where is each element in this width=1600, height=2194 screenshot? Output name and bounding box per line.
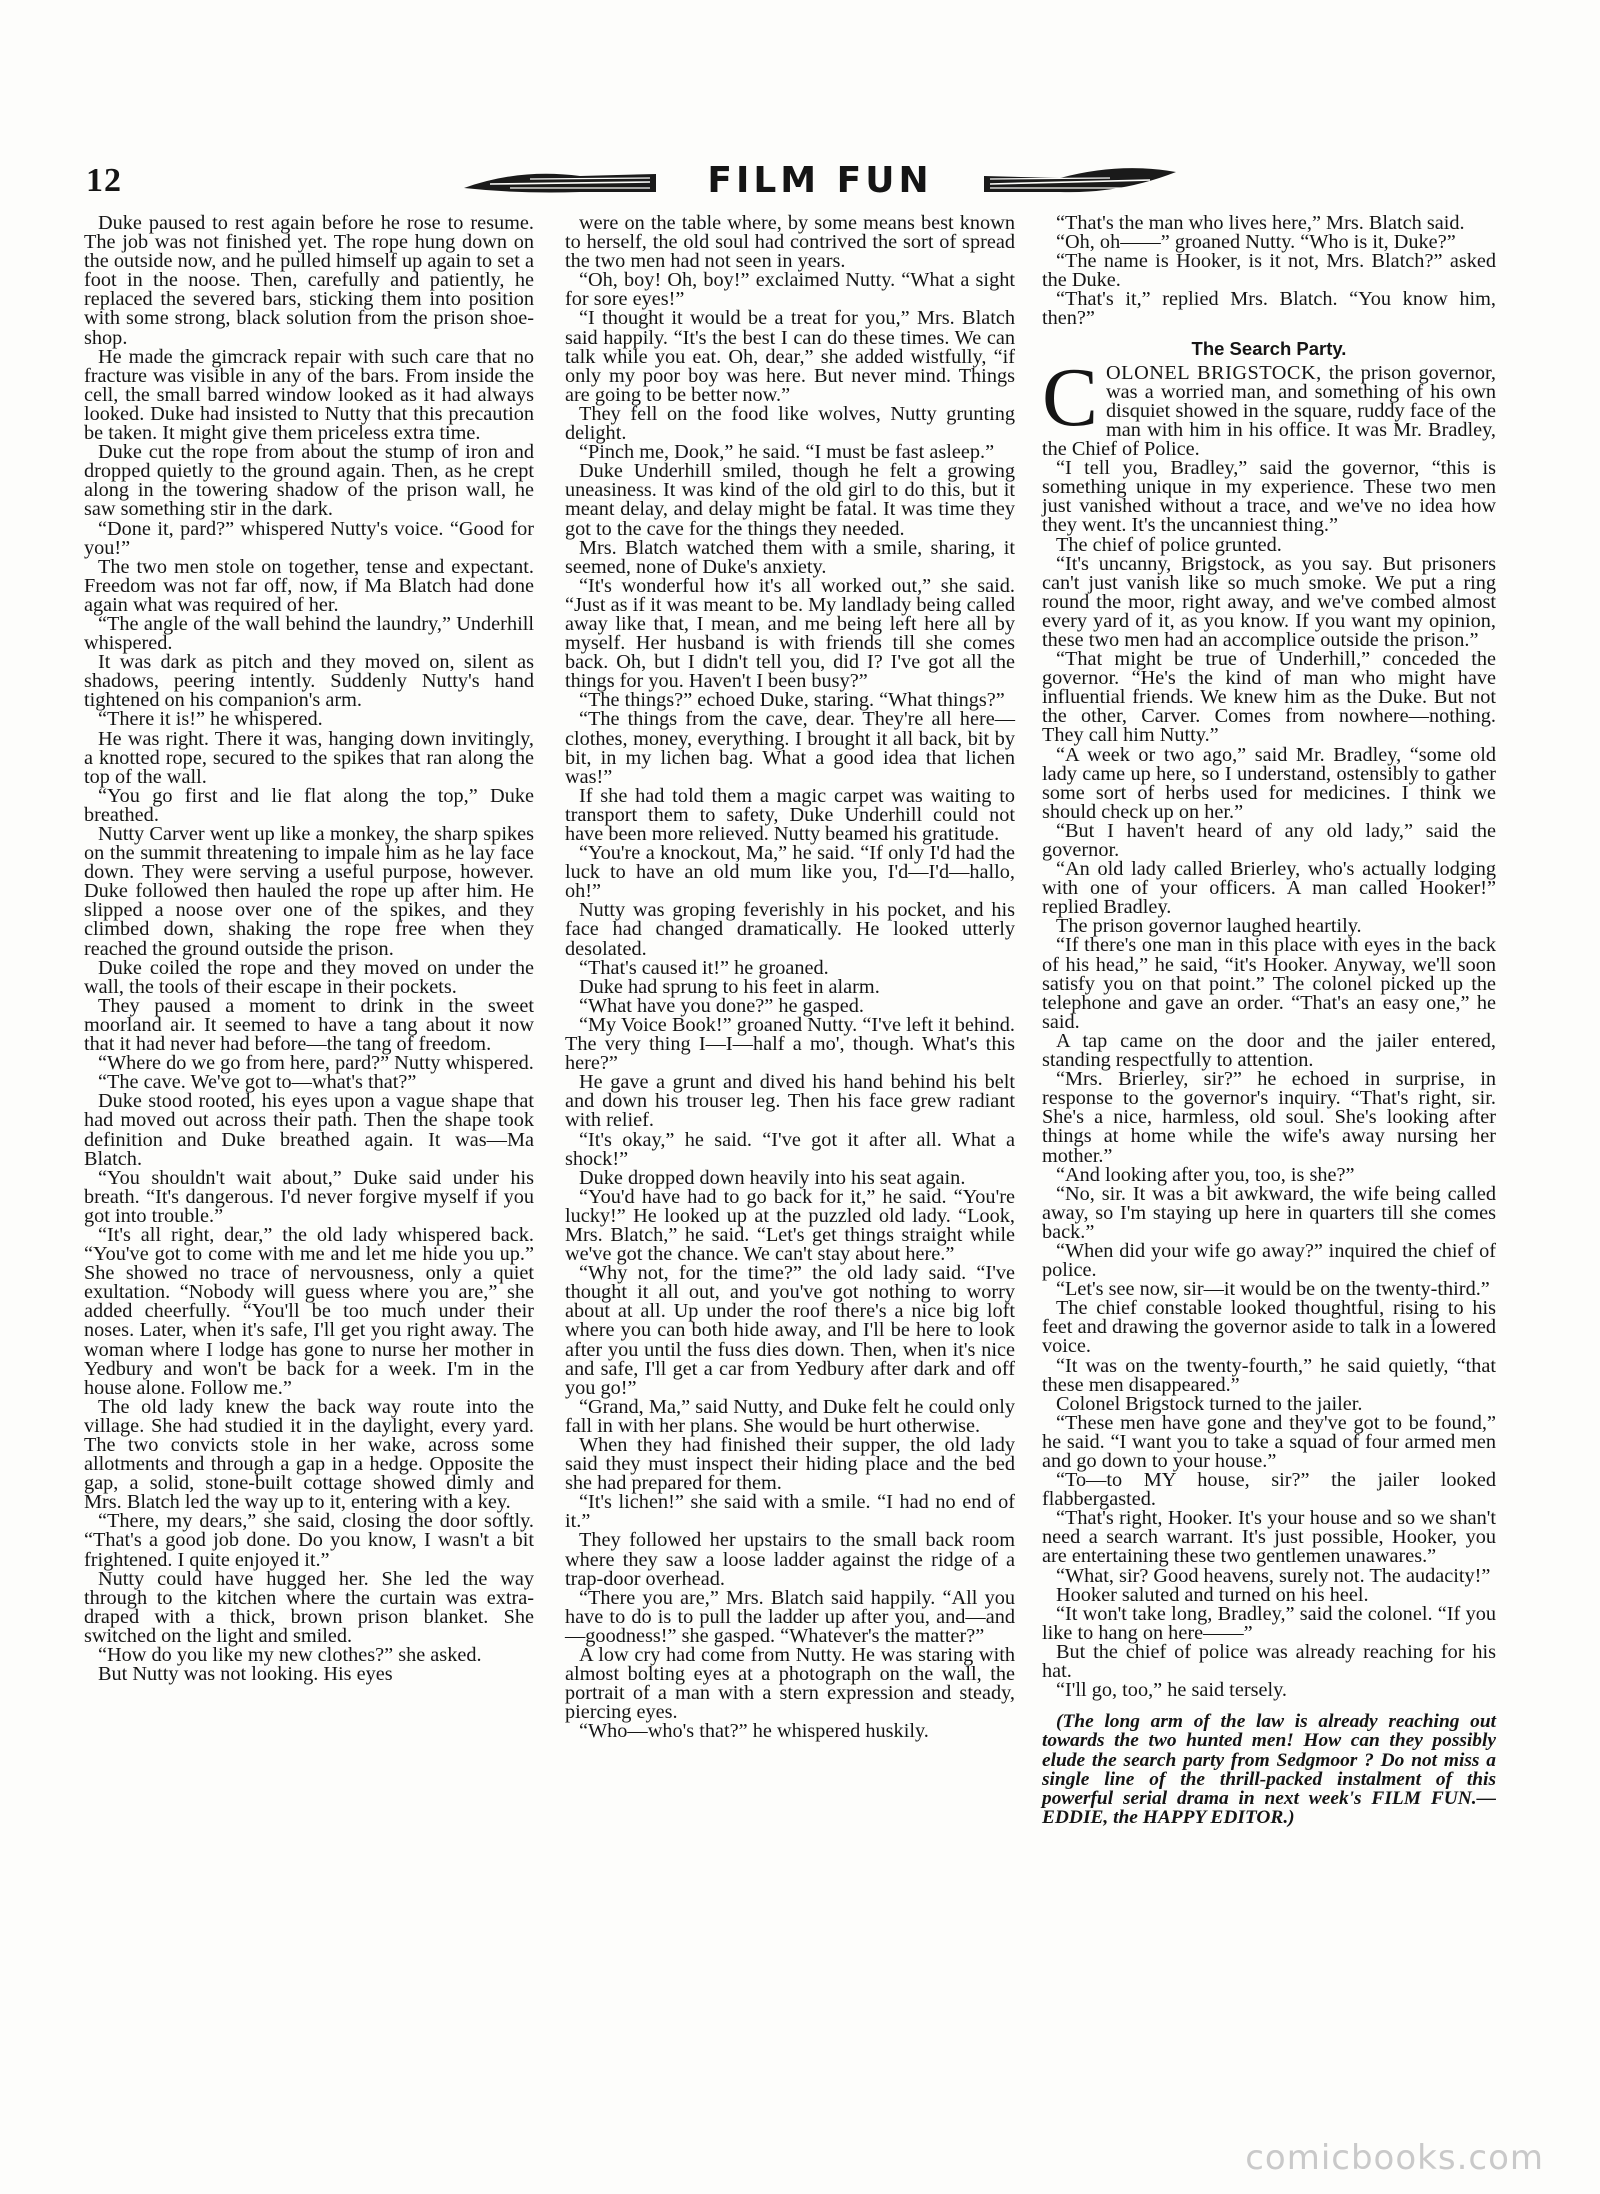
paragraph: Duke Underhill smiled, though he felt a growing uneasiness. It was kind of the old girl to do this, but it meant delay, and delay might be fatal. It was time they got to the cave for the things they needed. [565, 460, 1015, 540]
column-3-body [1042, 459, 1496, 1700]
paragraph: “You're a knockout, Ma,” he said. “If only I'd had the luck to have an old mum like you, I'd—I'd—hallo, oh!” [565, 842, 1015, 903]
paragraph: The two men stole on together, tense and expectant. Freedom was not far off, now, if Ma Blatch had done again what was required of her. [84, 555, 534, 616]
paragraph: “The things from the cave, dear. They're all here—clothes, money, everything. I brought it all back, bit by bit, in my lichen bag. What a good idea that lichen was!” [565, 708, 1015, 788]
paragraph: “The cave. We've got to—what's that?” [98, 1071, 417, 1094]
paragraph: “That might be true of Underhill,” conceded the governor. “He's the kind of man who might have influential friends. We knew him as the Duke. But not the other, Carver. Comes from nowhere—nothing. They call him Nutty.” [1042, 648, 1496, 747]
paragraph: Nutty Carver went up like a monkey, the sharp spikes on the summit threatening to impale him as he lay face down. They were serving a useful purpose, however. Duke followed then hauled the rope up after him. He slipped a noose over one of the spikes, and they climbed down, shaking the rope free when they reached the ground outside the prison. [84, 823, 534, 960]
paragraph: “It's uncanny, Brigstock, as you say. But prisoners can't just vanish like so much smoke. We put a ring round the moor, right away, and we've combed almost every yard of it, as you know. If you want my opinion, these two men had an accomplice outside the prison.” [1042, 552, 1496, 651]
paragraph: Duke paused to rest again before he rose to resume. The job was not finished yet. The rope hung down on the outside now, and he pulled himself up again to set a foot in the noose. Then, carefully and patiently, he replaced the severed bars, sticking them into position with some strong, black solution from the prison shoe-shop. [84, 212, 534, 349]
paragraph: “What have you done?” he gasped. [579, 994, 864, 1017]
paragraph: If she had told them a magic carpet was waiting to transport them to safety, Duke Underhill could not have been more relieved. Nutty beamed his gratitude. [565, 784, 1015, 845]
paragraph: “A week or two ago,” said Mr. Bradley, “some old lady came up here, so I understand, ostensibly to gather some sort of herbs used for medicines. I think we should check up on her.” [1042, 743, 1496, 823]
paragraph: He was right. There it was, hanging down invitingly, a knotted rope, secured to the spikes that ran along the top of the wall. [84, 727, 534, 788]
paragraph: “That's right, Hooker. It's your house and so we shan't need a search warrant. It's just possible, Hooker, you are entertaining these two gentlemen unawares.” [1042, 1507, 1496, 1568]
paragraph: “It's all right, dear,” the old lady whispered back. “You've got to come with me and let me hide you up.” She showed no trace of nervousness, only a quiet exultation. “Nobody will guess where you are,” she added cheerfully. “You'll be too much under their noses. Later, when it's safe, I'll get you right away. The woman where I lodge has gone to nurse her mother in Yedbury and won't be back for a week. I'm in the house alone. Follow me.” [84, 1223, 534, 1399]
paragraph: Nutty could have hugged her. She led the way through to the kitchen where the curtain was extra-draped with a thick, brown prison blanket. She switched on the light and smiled. [84, 1567, 534, 1647]
paragraph: He gave a grunt and dived his hand behind his belt and down his trouser leg. Then his face grew radiant with relief. [565, 1071, 1015, 1132]
paragraph: “I'll go, too,” he said tersely. [1056, 1679, 1287, 1702]
page-number: 12 [86, 162, 122, 199]
paragraph: A tap came on the door and the jailer entered, standing respectfully to attention. [1042, 1029, 1496, 1072]
paragraph: They fell on the food like wolves, Nutty grunting delight. [565, 402, 1015, 445]
paragraph: “The angle of the wall behind the laundry,” Underhill whispered. [84, 612, 534, 655]
paragraph: “It won't take long, Bradley,” said the colonel. “If you like to hang on here——” [1042, 1602, 1496, 1644]
paragraph: “You shouldn't wait about,” Duke said under his breath. “It's dangerous. I'd never forgive myself if you got into trouble.” [84, 1166, 534, 1227]
column-2 [565, 214, 1015, 1742]
paragraph: “Who—who's that?” he whispered huskily. [579, 1720, 929, 1743]
watermark: comicbooks.com [1245, 2138, 1544, 2178]
paragraph: “You go first and lie flat along the top,” Duke breathed. [84, 784, 534, 826]
paragraph: They paused a moment to drink in the sweet moorland air. It seemed to have a tang about it now that it had never had before—the tang of freedom. [84, 994, 534, 1056]
paragraph: Duke had sprung to his feet in alarm. [579, 975, 880, 998]
paragraph: But Nutty was not looking. His eyes [98, 1663, 393, 1686]
paragraph: “No, sir. It was a bit awkward, the wife being called away, so I'm staying up here in quarters till she comes back.” [1042, 1182, 1496, 1243]
paragraph: “These men have gone and they've got to be found,” he said. “I want you to take a squad of four armed men and go down to your house.” [1042, 1411, 1496, 1472]
masthead-title: FILM FUN [707, 160, 933, 201]
paragraph: Duke dropped down heavily into his seat again. [579, 1166, 966, 1189]
section-heading: The Search Party. [1191, 337, 1347, 359]
paragraph: “That's the man who lives here,” Mrs. Blatch said. [1056, 212, 1465, 234]
paragraph: “Grand, Ma,” said Nutty, and Duke felt he could only fall in with her plans. She would be hurt otherwise. [565, 1395, 1015, 1437]
paragraph: “Oh, boy! Oh, boy!” exclaimed Nutty. “What a sight for sore eyes!” [565, 269, 1015, 311]
paragraph: But the chief of police was already reaching for his hat. [1042, 1640, 1496, 1683]
paragraph: “Pinch me, Dook,” he said. “I must be fast asleep.” [579, 441, 995, 464]
paragraph: “The name is Hooker, is it not, Mrs. Blatch?” asked the Duke. [1042, 250, 1496, 292]
paragraph: The old lady knew the back way route into the village. She had studied it in the daylight, every yard. The two convicts stole in her wake, across some allotments and through a gap in a hedge. Opposite the gap, a solid, stone-built cottage showed dimly and Mrs. Blatch led the way up to it, entering with a key. [84, 1395, 534, 1514]
lead-paragraph [1042, 350, 1496, 461]
paragraph: Colonel Brigstock turned to the jailer. [1056, 1392, 1363, 1415]
paragraph: “I tell you, Bradley,” said the governor, “this is something unique in my experience. These two men just vanished without a trace, and we've no idea how they went. It's the uncanniest thing.” [1042, 457, 1496, 537]
paragraph: Duke stood rooted, his eyes upon a vague shape that had moved out across their path. Then the shape took definition and Duke breathed again. It was—Ma Blatch. [84, 1090, 534, 1170]
paragraph: “My Voice Book!” groaned Nutty. “I've left it behind. The very thing I—I—half a mo', though. What's this here?” [565, 1013, 1015, 1075]
paragraph: “What, sir? Good heavens, surely not. The audacity!” [1056, 1564, 1491, 1587]
masthead [460, 156, 1180, 210]
editor-note [1042, 1712, 1496, 1827]
column-3 [1042, 214, 1496, 1827]
paragraph: “I thought it would be a treat for you,” Mrs. Blatch said happily. “It's the best I can do these times. We can talk while you eat. Oh, dear,” she added wistfully, “if only my poor boy was here. But never mind. Things are going to be better now.” [565, 307, 1015, 406]
paragraph: “Why not, for the time?” the old lady said. “I've thought it all out, and you've got nothing to worry about at all. Up under the roof there's a nice big loft where you can both hide away, and I'll be here to look after you until the fuss dies down. Then, when it's nice and safe, I'll get a car from Yedbury after dark and off you go!” [565, 1262, 1015, 1399]
paragraph: “That's caused it!” he groaned. [579, 956, 829, 979]
paragraph: It was dark as pitch and they moved on, silent as shadows, peering intently. Suddenly Nutty's hand tightened on his companion's arm. [84, 651, 534, 712]
paragraph: “Oh, oh——” groaned Nutty. “Who is it, Duke?” [1056, 231, 1456, 254]
paragraph: The prison governor laughed heartily. [1056, 915, 1362, 938]
paragraph: “You'd have had to go back for it,” he said. “You're lucky!” He looked up at the puzzled old lady. “Look, Mrs. Blatch,” he said. “Let's get things straight while we've got the chance. We can't stay about here.” [565, 1185, 1015, 1266]
paragraph: Mrs. Blatch watched them with a smile, sharing, it seemed, none of Duke's anxiety. [565, 536, 1015, 578]
paragraph: He made the gimcrack repair with such care that no fracture was visible in any of the bars. From inside the cell, the small barred window looked as it had always looked. Duke had insisted to Nutty that this precaution be taken. It might give them priceless extra time. [84, 345, 534, 445]
lead-caps: OLONEL BRIGSTOCK, [1106, 361, 1322, 384]
page-header [0, 0, 1600, 210]
paragraph: When they had finished their supper, the old lady said they must inspect their hiding place and the bed she had prepared for them. [565, 1434, 1015, 1495]
paragraph: “Let's see now, sir—it would be on the twenty-third.” [1056, 1278, 1490, 1301]
paragraph: “That's it,” replied Mrs. Blatch. “You know him, then?” [1042, 288, 1496, 330]
paragraph: “But I haven't heard of any old lady,” said the governor. [1042, 819, 1496, 861]
paragraph: They followed her upstairs to the small back room where they saw a loose ladder against the ridge of a trap-door overhead. [565, 1529, 1015, 1590]
paragraph: “And looking after you, too, is she?” [1056, 1163, 1355, 1186]
paragraph: “When did your wife go away?” inquired the chief of police. [1042, 1239, 1496, 1282]
paragraph: Nutty was groping feverishly in his pocket, and his face had changed dramatically. He looked utterly desolated. [565, 899, 1015, 960]
paragraph: The chief constable looked thoughtful, rising to his feet and drawing the governor aside to talk in a lowered voice. [1042, 1297, 1496, 1358]
drop-cap: C [1042, 350, 1099, 444]
column-3-opening [1042, 214, 1496, 329]
paragraph: were on the table where, by some means best known to herself, the old soul had contrived the sort of spread the two men had not seen in years. [565, 212, 1015, 273]
paragraph: “It's lichen!” she said with a smile. “I had no end of it.” [565, 1491, 1015, 1533]
editor-note-text: (The long arm of the law is already reaching out towards the two hunted men! How can they possibly elude the search party from Sedgmoor ? Do not miss a single line of the thrill-packed instalment of this powerful serial drama in next week's FILM FUN.—EDDIE, the HAPPY EDITOR.) [1042, 1711, 1496, 1829]
paragraph: “The things?” echoed Duke, staring. “What things?” [579, 689, 1005, 712]
paragraph: “There it is!” he whispered. [98, 708, 323, 731]
paragraph: Duke coiled the rope and they moved on under the wall, the tools of their escape in their pockets. [84, 956, 534, 998]
column-1 [84, 214, 534, 1684]
paragraph: Duke cut the rope from about the stump of iron and dropped quietly to the ground again. Then, as he crept along in the towering shadow of the prison wall, he saw something stir in the dark. [84, 441, 534, 521]
paragraph: A low cry had come from Nutty. He was staring with almost bolting eyes at a photograph on the wall, the portrait of a man with a stern expression and steady, piercing eyes. [565, 1644, 1015, 1724]
paragraph: Hooker saluted and turned on his heel. [1056, 1583, 1369, 1606]
paragraph: “Done it, pard?” whispered Nutty's voice. “Good for you!” [84, 517, 534, 559]
paragraph: “It's wonderful how it's all worked out,” she said. “Just as if it was meant to be. My landlady being called away like that, I mean, and me being left here all by myself. Her husband is with friends till she comes back. Oh, but I didn't tell you, did I? I've got all the things for you. Haven't I been busy?” [565, 574, 1015, 693]
lead-rest: the prison governor, was a worried man, and something of his own disquiet showed in the square, ruddy face of the man with him in his office. It was Mr. Bradley, the Chief of Police. [1042, 361, 1496, 461]
paragraph: “An old lady called Brierley, who's actually lodging with one of your officers. A man called Hooker!” replied Bradley. [1042, 858, 1496, 919]
paragraph: “It's okay,” he said. “I've got it after all. What a shock!” [565, 1128, 1015, 1170]
paragraph: “To—to MY house, sir?” the jailer looked flabbergasted. [1042, 1469, 1496, 1511]
paragraph: “There, my dears,” she said, closing the door softly. “That's a good job done. Do you know, I wasn't a bit frightened. I quite enjoyed it.” [84, 1510, 534, 1571]
paragraph: “It was on the twenty-fourth,” he said quietly, “that these men disappeared.” [1042, 1354, 1496, 1396]
masthead-right-flourish-icon [980, 164, 1180, 198]
paragraph: “There you are,” Mrs. Blatch said happily. “All you have to do is to pull the ladder up after you, and—and—goodness!” she gasped. “Whatever's the matter?” [565, 1586, 1015, 1647]
paragraph: “Where do we go from here, pard?” Nutty whispered. [98, 1052, 534, 1075]
paragraph: The chief of police grunted. [1056, 533, 1282, 556]
paragraph: “How do you like my new clothes?” she asked. [98, 1644, 482, 1667]
paragraph: “If there's one man in this place with eyes in the back of his head,” he said, “it's Hooker. Anyway, we'll soon satisfy you on that point.” The colonel picked up the telephone and gave an order. “That's an easy one,” he said. [1042, 934, 1496, 1033]
paragraph: “Mrs. Brierley, sir?” he echoed in surprise, in response to the governor's inquiry. “That's right, sir. She's a nice, harmless, old soul. She's looking after things at home while the wife's away nursing her mother.” [1042, 1068, 1496, 1167]
